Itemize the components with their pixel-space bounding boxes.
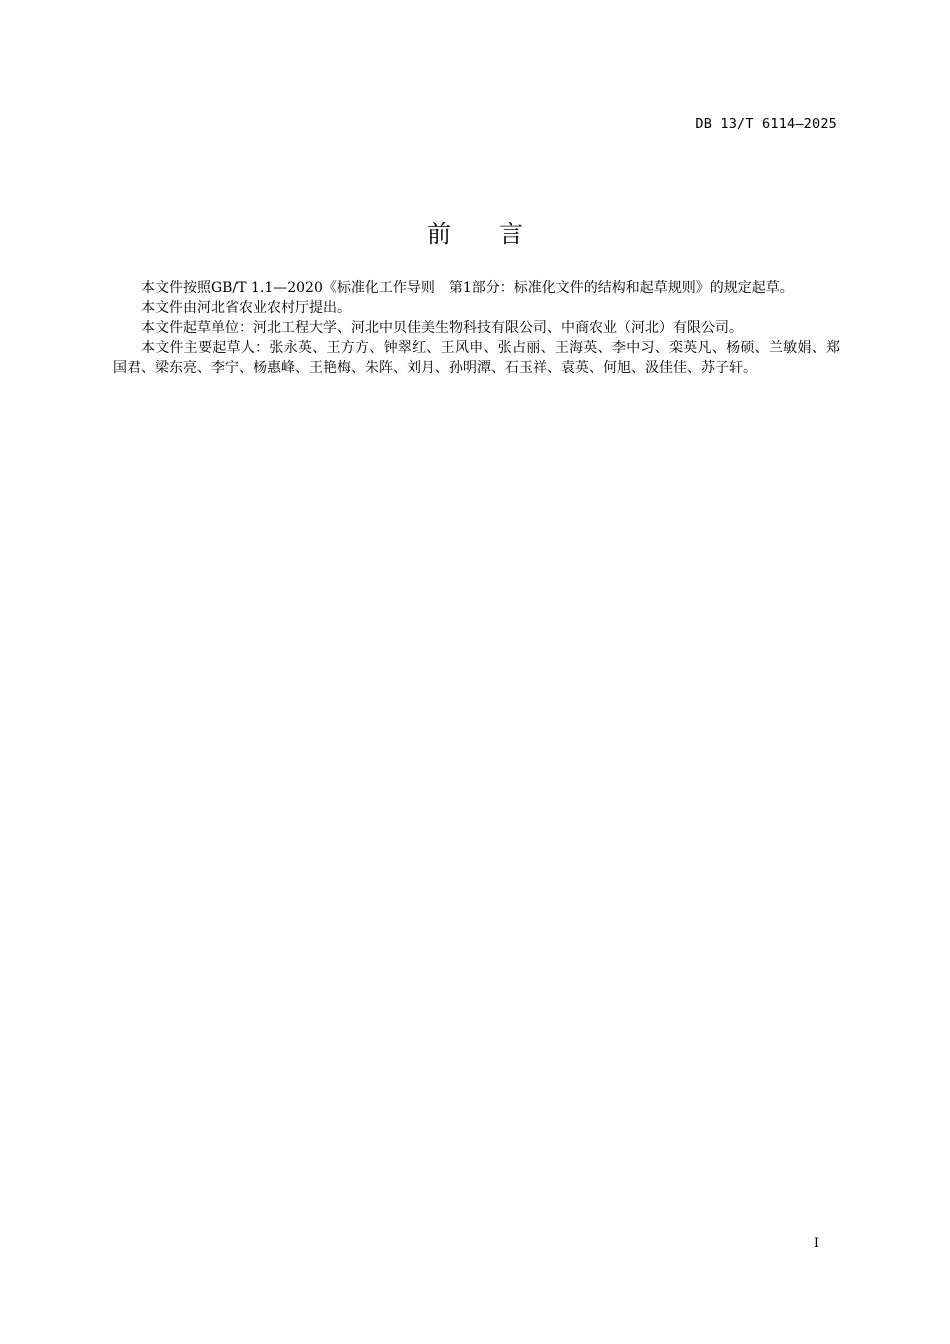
paragraph-drafters: 本文件主要起草人：张永英、王方方、钟翠红、王风申、张占丽、王海英、李中习、栾英凡、杨硕、兰敏娟、郑国君、梁东亮、李宁、杨惠峰、王艳梅、朱阵、刘月、孙明潭、石玉祥、袁英、何旭、汲佳佳、苏子轩。 [113, 340, 840, 376]
paragraph-drafting-units: 本文件起草单位：河北工程大学、河北中贝佳美生物科技有限公司、中商农业（河北）有限公司。 [141, 320, 743, 336]
page-title [0, 218, 950, 250]
title-char-2: 言 [499, 220, 523, 248]
title-char-1: 前 [427, 220, 451, 248]
document-code: DB 13/T 6114—2025 [695, 116, 837, 132]
foreword-body [113, 278, 840, 378]
paragraph-drafting-rules: 本文件按照GB/T 1.1—2020《标准化工作导则 第1部分：标准化文件的结构和起草规则》的规定起草。 [141, 280, 794, 296]
page-number: I [813, 1236, 819, 1251]
paragraph-proposer: 本文件由河北省农业农村厅提出。 [141, 300, 351, 316]
